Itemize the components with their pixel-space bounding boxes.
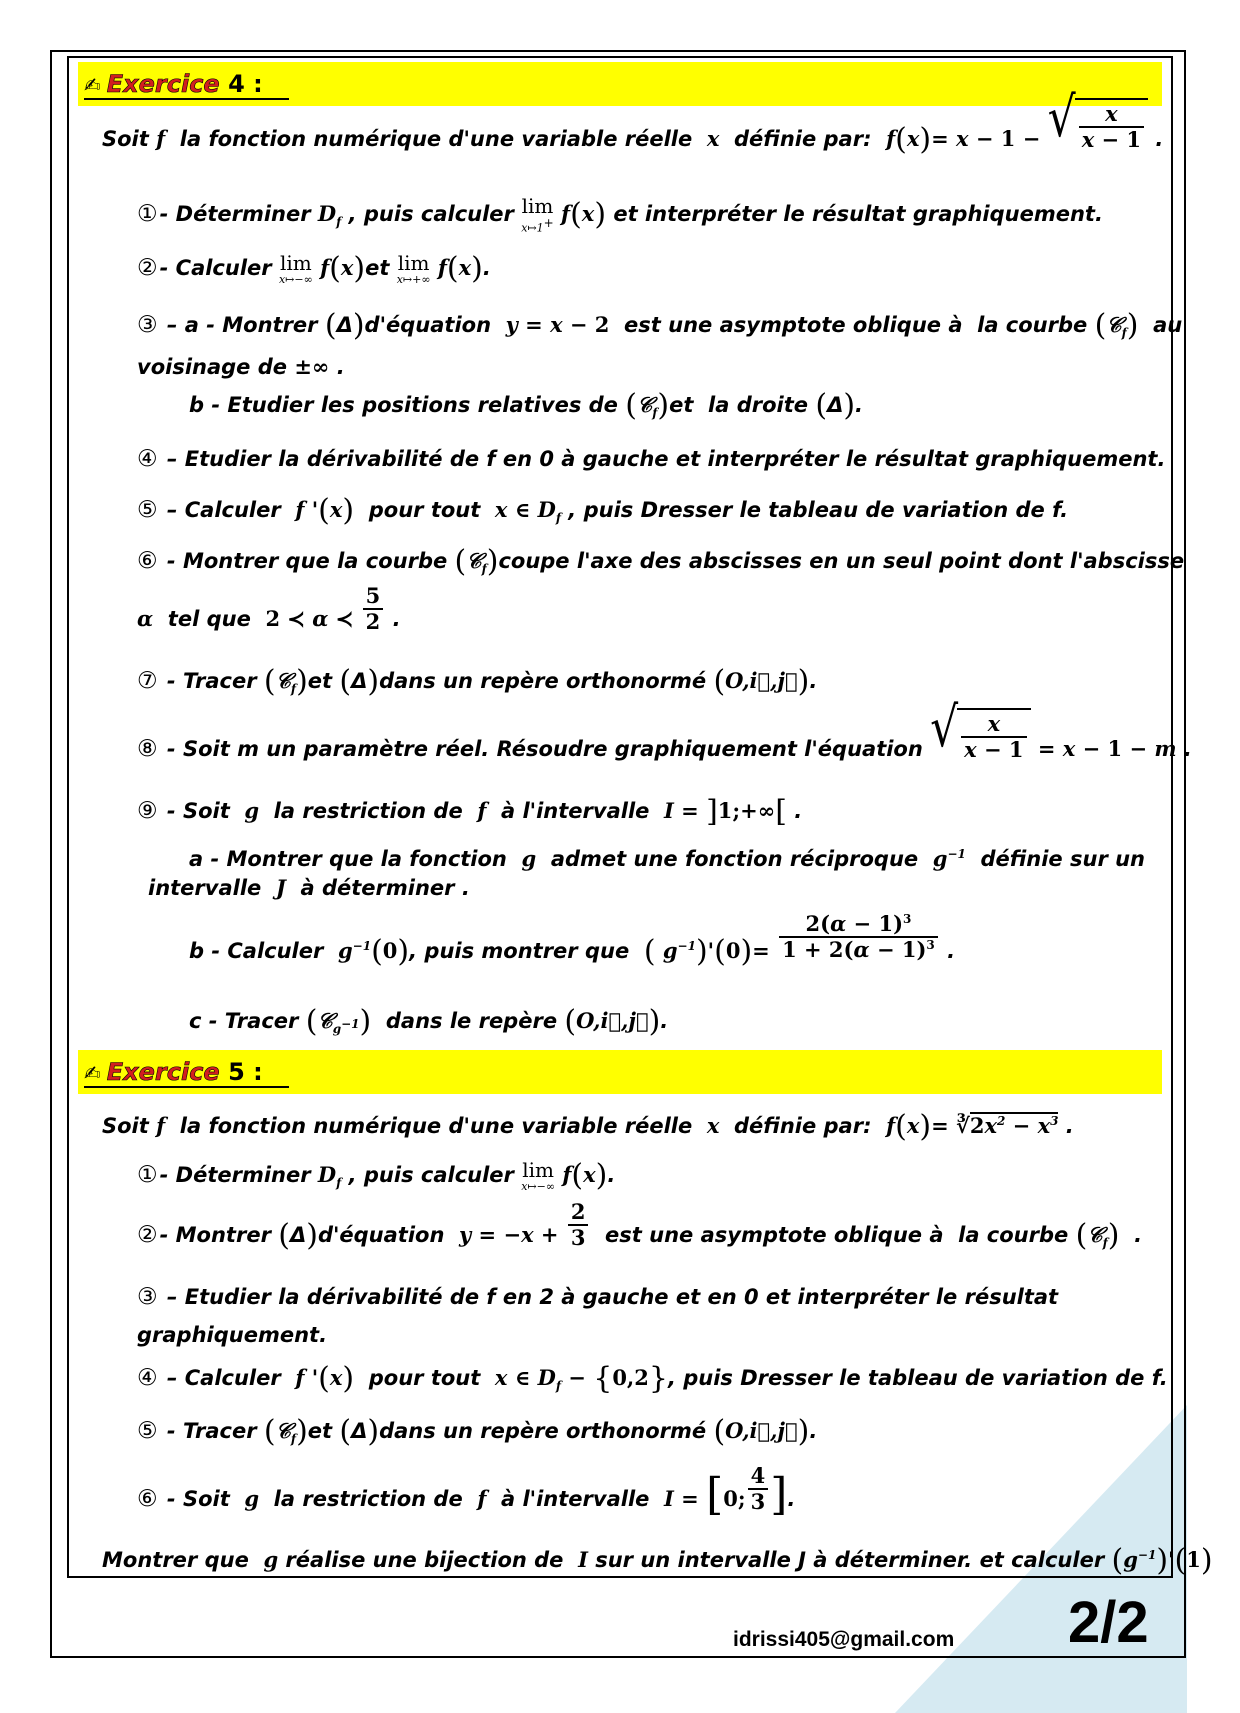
exercise-4-question-1: ①- Déterminer $D_f$ , puis calculer lim x↦1+ f(x) et interpréter le résultat graphiquement.: [137, 194, 1103, 235]
exercise-4-question-9a-cont: intervalle J à déterminer .: [148, 875, 470, 900]
exercise-4-question-7: ⑦ - Tracer (𝒞$_f$)et (Δ)dans un repère orthonormé (O,i⃗,j⃗).: [137, 664, 818, 699]
exercise-4-question-3b: b - Etudier les positions relatives de (𝒞$_f$)et la droite (Δ).: [189, 388, 864, 423]
pencil-icon: ✍: [84, 1061, 101, 1085]
exercise-5-question-5: ⑤ - Tracer (𝒞$_f$)et (Δ)dans un repère orthonormé (O,i⃗,j⃗).: [137, 1414, 818, 1449]
exercise-5-question-3: ③ – Etudier la dérivabilité de f en 2 à gauche et en 0 et interpréter le résultat: [137, 1284, 1059, 1310]
exercise-5-question-6: ⑥ - Soit g la restriction de f à l'intervalle I = [0; $\frac{4}{3}$ ].: [137, 1462, 796, 1520]
exercise-4-question-5: ⑤ – Calculer f '(x) pour tout x ∈ $D_f$ , puis Dresser le tableau de variation de f.: [137, 493, 1069, 528]
exercise-5-title: ✍ Exercice 5 :: [84, 1058, 289, 1088]
exercise-5-question-4: ④ – Calculer f '(x) pour tout x ∈ $D_f - \{0,2\}$, puis Dresser le tableau de variation de f.: [137, 1361, 1168, 1396]
page-number: 2/2: [1068, 1590, 1149, 1655]
exercise-4-intro: Soit f la fonction numérique d'une variable réelle x définie par: f(x)= x − 1 − √ $\frac{x}{x - 1}$ .: [102, 86, 1164, 157]
exercise-4-question-9: ⑨ - Soit g la restriction de f à l'intervalle I = ]1;+∞[ .: [137, 794, 803, 829]
exercise-4-question-6-cont: α tel que 2 ≺ α ≺ $\frac{5}{2}$ .: [137, 583, 401, 635]
exercise-4-question-4: ④ – Etudier la dérivabilité de f en 0 à gauche et interpréter le résultat graphiquement.: [137, 446, 1166, 472]
exercise-5-question-3-cont: graphiquement.: [137, 1323, 328, 1347]
exercise-5-header: [78, 1050, 1162, 1094]
exercise-4-question-9b: b - Calculer $g^{-1}(0)$, puis montrer que ( $g^{-1})'(0)=$ $\frac{2(\alpha - 1)^3}{1 + 2(\alpha - 1)^3}$ .: [189, 910, 956, 969]
exercise-4-question-6: ⑥ - Montrer que la courbe (𝒞$_f$)coupe l'axe des abscisses en un seul point dont l'abscisse: [137, 544, 1185, 579]
exercise-4-question-3a: ③ – a - Montrer (Δ)d'équation y = x − 2 est une asymptote oblique à la courbe (𝒞$_f$) au: [137, 308, 1183, 343]
exercise-4-question-9a: a - Montrer que la fonction g admet une fonction réciproque $g^{-1}$ définie sur un: [189, 846, 1146, 871]
exercise-4-question-3a-cont: voisinage de ±∞ .: [137, 354, 345, 379]
pencil-icon: ✍: [84, 73, 101, 97]
exercise-5-question-1: ①- Déterminer $D_f$ , puis calculer lim x↦−∞ f(x).: [137, 1158, 616, 1193]
exercise-4-header: [78, 62, 1162, 106]
exercise-5-intro: Soit f la fonction numérique d'une variable réelle x définie par: $f(x)= ∛2x^2 - x^3$ .: [102, 1109, 1074, 1144]
author-email: idrissi405@gmail.com: [733, 1628, 955, 1651]
exercise-4-question-9c: c - Tracer (𝒞$_{g^{-1}}$) dans le repère (O,i⃗,j⃗).: [189, 1004, 669, 1039]
exercise-4-title: ✍ Exercice 4 :: [84, 70, 289, 100]
exercise-5-final-statement: Montrer que g réalise une bijection de I sur un intervalle J à déterminer. et calculer $(g^{-1})'(1)$: [102, 1543, 1213, 1578]
exercise-4-question-2: ②- Calculer lim x↦−∞ f(x)et lim x↦+∞ f(x).: [137, 251, 491, 286]
exercise-4-question-8: ⑧ - Soit m un paramètre réel. Résoudre graphiquement l'équation √ $\frac{x}{x - 1}$ = x − 1 − m .: [137, 696, 1192, 762]
exercise-5-question-2: ②- Montrer (Δ)d'équation y = −x + $\frac{2}{3}$ est une asymptote oblique à la courbe (𝒞$_f$) .: [137, 1199, 1143, 1254]
